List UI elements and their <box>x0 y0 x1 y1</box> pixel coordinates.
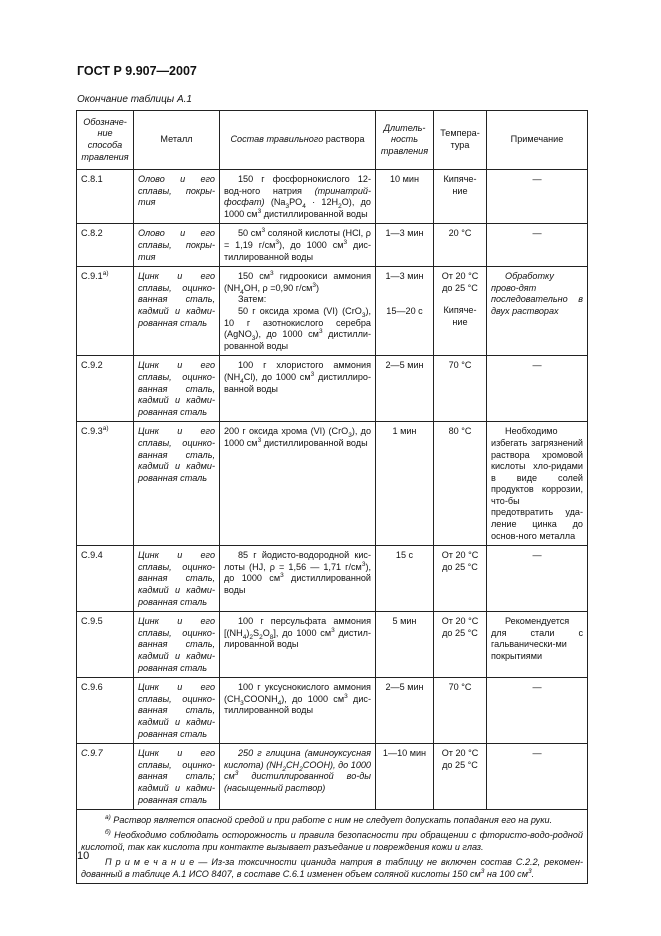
duration-cell: 10 мин <box>376 170 434 224</box>
footnotes-cell <box>77 810 588 884</box>
footnote-a: $^{а)}$ Раствор является опасной средой и при работе с ним не следует допускать попадания его на руки. <box>105 814 553 826</box>
code-cell: С.9.4 <box>77 546 134 612</box>
temperature-cell: От 20 °С до 25 °С Кипяче-ние <box>434 267 487 356</box>
table-row <box>77 267 588 356</box>
table-row <box>77 224 588 267</box>
composition-cell: 100 г хлористого аммония $(NH_4Cl)$, до 1000 $см^3$ дистиллиро-ванной воды <box>220 356 376 422</box>
note-cell: — <box>487 546 588 612</box>
code-cell: $С.9.1^{а)}$ <box>77 267 134 356</box>
composition-cell: 150 г фосфорнокислого 12-вод-ного натрия (тринатрий-фосфат) $(Na_3PO_4 \cdot 12H_2O)$, до 1000 $см^3$ дистиллированной воды <box>220 170 376 224</box>
composition-cell: 100 г персульфата аммония $[(NH_4)_2S_2O_8]$, до 1000 $см^3$ дистил-лированной воды <box>220 612 376 678</box>
temperature-cell: От 20 °С до 25 °С <box>434 546 487 612</box>
duration-cell: 2—5 мин <box>376 678 434 744</box>
composition-cell: 100 г уксуснокислого аммония $(CH_3COONH_4)$, до 1000 $см^3$ дис-тиллированной воды <box>220 678 376 744</box>
footnotes-row <box>77 810 588 884</box>
note-cell: Обработку прово-дят последовательно в двух растворах <box>487 267 588 356</box>
header-duration: Длитель-ность травления <box>376 111 434 170</box>
duration-cell: 1—3 мин <box>376 224 434 267</box>
code-cell: $С.9.3^{а)}$ <box>77 422 134 546</box>
composition-cell: 200 г оксида хрома (VI) (CrO$_3$), до 1000 $см^3$ дистиллированной воды <box>220 422 376 546</box>
duration-cell: 15 с <box>376 546 434 612</box>
table-row <box>77 422 588 546</box>
metal-cell: Цинк и его сплавы, оцинко-ванная сталь, кадмий и кадми-рованная сталь <box>134 678 220 744</box>
metal-cell: Цинк и его сплавы, оцинко-ванная сталь, кадмий и кадми-рованная сталь <box>134 422 220 546</box>
metal-cell: Олово и его сплавы, покры-тия <box>134 170 220 224</box>
code-cell: С.9.2 <box>77 356 134 422</box>
metal-cell: Олово и его сплавы, покры-тия <box>134 224 220 267</box>
table-row <box>77 612 588 678</box>
temperature-cell: От 20 °С до 25 °С <box>434 744 487 810</box>
table-row <box>77 744 588 810</box>
duration-cell: 2—5 мин <box>376 356 434 422</box>
temperature-cell: 80 °С <box>434 422 487 546</box>
code-cell: С.9.7 <box>77 744 134 810</box>
composition-cell: 85 г йодисто-водородной кис-лоты (HJ, ρ = 1,56 — 1,71 $г/см^3$), до 1000 $см^3$ дистиллированной воды <box>220 546 376 612</box>
temperature-cell: 70 °С <box>434 356 487 422</box>
page-number: 10 <box>77 850 90 862</box>
header-temperature: Темпера-тура <box>434 111 487 170</box>
temperature-cell: 70 °С <box>434 678 487 744</box>
composition-cell: 50 $см^3$ соляной кислоты (HCl, ρ = 1,19 $г/см^3$), до 1000 $см^3$ дис-тиллированной воды <box>220 224 376 267</box>
metal-cell: Цинк и его сплавы, оцинко-ванная сталь, кадмий и кадми-рованная сталь <box>134 356 220 422</box>
temperature-cell: Кипяче-ние <box>434 170 487 224</box>
duration-cell: 1 мин <box>376 422 434 546</box>
composition-cell: 150 $см^3$ гидроокиси аммония ($NH_4OH$, ρ =0,90 $г/см^3$) Затем: 50 г оксида хрома (VI) (CrO$_3$), 10 г азотнокислого серебра (AgNO$_3$), до 1000 $см^3$ дистилли-рованной воды <box>220 267 376 356</box>
table-row <box>77 170 588 224</box>
header-composition: Состав травильного раствора <box>220 111 376 170</box>
document-header: ГОСТ Р 9.907—2007 <box>77 64 197 78</box>
note-cell: Рекомендуется для стали с гальванически-ми покрытиями <box>487 612 588 678</box>
table-row <box>77 356 588 422</box>
duration-cell: 5 мин <box>376 612 434 678</box>
header-note: Примечание <box>487 111 588 170</box>
duration-cell: 1—3 мин 15—20 с <box>376 267 434 356</box>
table-row <box>77 546 588 612</box>
table-row <box>77 678 588 744</box>
code-cell: С.9.6 <box>77 678 134 744</box>
duration-cell: 1—10 мин <box>376 744 434 810</box>
code-cell: С.8.2 <box>77 224 134 267</box>
note-cell: — <box>487 744 588 810</box>
table-note: П р и м е ч а н и е — Из-за токсичности цианида натрия в таблицу не включен состав С.2.2, рекомен-дованный в таблице А.1 ИСО 8407, в составе С.6.1 изменен объем соляной кислоты 150 $см^3$ на 100 $см^3$. <box>81 857 583 880</box>
metal-cell: Цинк и его сплавы, оцинко-ванная сталь; кадмий и кадми-рованная сталь <box>134 744 220 810</box>
code-cell: С.9.5 <box>77 612 134 678</box>
footnote-b: $^{б)}$ Необходимо соблюдать осторожность и правила безопасности при обращении с фтористо-водо-родной кислотой, так как кислота при контакте вызывает разъедание и повреждения кожи и глаз. <box>81 829 583 853</box>
metal-cell: Цинк и его сплавы, оцинко-ванная сталь, кадмий и кадми-рованная сталь <box>134 267 220 356</box>
temperature-cell: От 20 °С до 25 °С <box>434 612 487 678</box>
note-cell: — <box>487 224 588 267</box>
note-cell: — <box>487 170 588 224</box>
composition-cell: 250 г глицина (аминоуксусная кислота) $(NH_2CH_2COOH)$, до 1000 $см^3$ дистиллированной во-ды (насыщенный раствор) <box>220 744 376 810</box>
code-cell: С.8.1 <box>77 170 134 224</box>
note-cell: Необходимо избегать загрязнений раствора хромовой кислоты хло-ридами в виде солей продуктов коррозии, что-бы предотвратить уда-ление цинка до основ-ного металла <box>487 422 588 546</box>
etching-table <box>76 110 588 884</box>
note-cell: — <box>487 356 588 422</box>
metal-cell: Цинк и его сплавы, оцинко-ванная сталь, кадмий и кадми-рованная сталь <box>134 612 220 678</box>
temperature-cell: 20 °С <box>434 224 487 267</box>
metal-cell: Цинк и его сплавы, оцинко-ванная сталь, кадмий и кадми-рованная сталь <box>134 546 220 612</box>
table-header-row <box>77 111 588 170</box>
note-cell: — <box>487 678 588 744</box>
table-caption: Окончание таблицы А.1 <box>77 94 192 105</box>
header-code: Обозначе-ние способа травления <box>77 111 134 170</box>
header-metal: Металл <box>134 111 220 170</box>
